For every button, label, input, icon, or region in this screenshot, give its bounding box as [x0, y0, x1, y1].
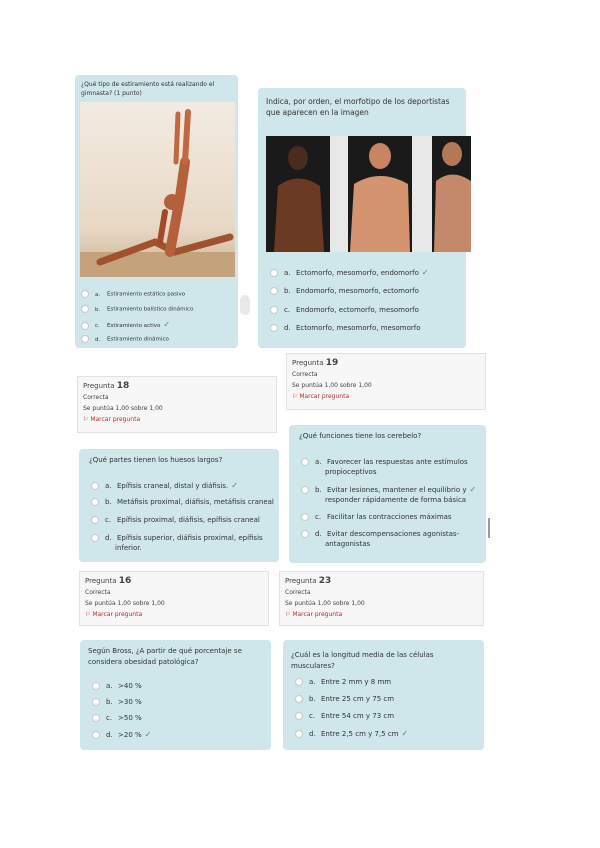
radio-button[interactable]: [270, 324, 278, 332]
radio-button[interactable]: [92, 682, 100, 690]
question-card-stretch: [75, 75, 238, 348]
radio-button[interactable]: [301, 513, 309, 521]
question-text: ¿Cuál es la longitud media de las células musculares?: [291, 651, 434, 670]
option-c[interactable]: c. Estiramiento activo ✓: [81, 320, 170, 330]
question-score: Se puntúa 1,00 sobre 1,00: [285, 600, 365, 607]
option-d[interactable]: d. Epífisis superior, diáfisis proximal, epífisis inferior.: [91, 533, 263, 553]
anatomy-gymnast-image: [80, 102, 235, 277]
question-text: ¿Qué tipo de estiramiento está realizando el gimnasta? (1 punto): [81, 81, 215, 97]
question-score: Se puntúa 1,00 sobre 1,00: [83, 405, 163, 412]
flag-question-link[interactable]: ⚐ Marcar pregunta: [85, 611, 143, 618]
question-card-obesity: [80, 640, 271, 750]
question-text: ¿Qué partes tienen los huesos largos?: [89, 456, 223, 464]
question-score: Se puntúa 1,00 sobre 1,00: [85, 600, 165, 607]
scroll-handle-icon[interactable]: [240, 295, 250, 315]
option-a[interactable]: a. Favorecer las respuestas ante estímulos propioceptivos: [301, 457, 468, 477]
radio-button[interactable]: [92, 714, 100, 722]
option-c[interactable]: c. Endomorfo, ectomorfo, mesomorfo: [270, 306, 419, 314]
radio-button[interactable]: [295, 712, 303, 720]
athletes-photo-image: [266, 136, 471, 252]
question-number: Pregunta 23: [285, 576, 332, 586]
question-number: Pregunta 19: [292, 358, 339, 368]
question-number: Pregunta 16: [85, 576, 132, 586]
option-a[interactable]: a. >40 %: [92, 682, 142, 690]
scrollbar-marker[interactable]: [488, 518, 490, 538]
option-c[interactable]: c. Epífisis proximal, diáfisis, epífisis craneal: [91, 516, 260, 524]
question-status: Correcta: [285, 589, 311, 596]
flag-question-link[interactable]: ⚐ Marcar pregunta: [83, 416, 141, 423]
radio-button[interactable]: [81, 335, 89, 343]
question-number: Pregunta 18: [83, 381, 130, 391]
radio-button[interactable]: [91, 482, 99, 490]
option-d[interactable]: d. Estiramiento dinámico: [81, 335, 169, 343]
option-b[interactable]: b. Metáfisis proximal, diáfisis, metáfisis craneal: [91, 498, 274, 506]
question-card-cerebellum: [289, 425, 486, 563]
question-card-long-bones: [79, 449, 279, 562]
option-a[interactable]: a. Entre 2 mm y 8 mm: [295, 678, 391, 686]
option-b[interactable]: b. Evitar lesiones, mantener el equilibrio y ✓ responder rápidamente de forma básica: [301, 485, 476, 505]
question-status: Correcta: [85, 589, 111, 596]
option-c[interactable]: c. >50 %: [92, 714, 142, 722]
flag-question-link[interactable]: ⚐ Marcar pregunta: [285, 611, 343, 618]
flag-icon: ⚐: [292, 393, 298, 400]
option-c[interactable]: c. Facilitar las contracciones máximas: [301, 513, 452, 521]
flag-question-link[interactable]: ⚐ Marcar pregunta: [292, 393, 350, 400]
radio-button[interactable]: [301, 458, 309, 466]
radio-button[interactable]: [295, 678, 303, 686]
correct-check-icon: ✓: [231, 481, 238, 490]
radio-button[interactable]: [270, 306, 278, 314]
radio-button[interactable]: [91, 498, 99, 506]
option-a[interactable]: a. Epífisis craneal, distal y diáfisis. ✓: [91, 481, 238, 490]
question-text: Según Bross, ¿A partir de qué porcentaje se considera obesidad patológica?: [88, 647, 242, 666]
option-d[interactable]: d. >20 % ✓: [92, 730, 151, 739]
question-status: Correcta: [292, 371, 318, 378]
flag-icon: ⚐: [83, 416, 89, 423]
question-info-19: [286, 353, 486, 410]
question-card-muscle-cells: [283, 640, 484, 750]
question-text: ¿Qué funciones tiene los cerebelo?: [299, 432, 422, 440]
correct-check-icon: ✓: [144, 730, 152, 739]
option-c[interactable]: c. Entre 54 cm y 73 cm: [295, 712, 394, 720]
correct-check-icon: ✓: [421, 268, 429, 277]
radio-button[interactable]: [91, 516, 99, 524]
radio-button[interactable]: [91, 534, 99, 542]
option-d[interactable]: d. Entre 2,5 cm y 7,5 cm ✓: [295, 729, 408, 738]
option-b[interactable]: b. Endomorfo, mesomorfo, ectomorfo: [270, 287, 419, 295]
question-text: Indica, por orden, el morfotipo de los deportistas que aparecen en la imagen: [266, 97, 450, 117]
option-d[interactable]: d. Ectomorfo, mesomorfo, mesomorfo: [270, 324, 421, 332]
radio-button[interactable]: [270, 287, 278, 295]
correct-check-icon: ✓: [163, 320, 171, 329]
question-card-somatotype: [258, 88, 466, 348]
question-status: Correcta: [83, 394, 109, 401]
question-info-23: [279, 571, 484, 626]
flag-icon: ⚐: [285, 611, 291, 618]
radio-button[interactable]: [301, 486, 309, 494]
option-b[interactable]: b. >30 %: [92, 698, 142, 706]
radio-button[interactable]: [81, 305, 89, 313]
radio-button[interactable]: [301, 530, 309, 538]
radio-button[interactable]: [295, 730, 303, 738]
correct-check-icon: ✓: [401, 729, 409, 738]
radio-button[interactable]: [92, 698, 100, 706]
option-a[interactable]: a. Estiramiento estático pasivo: [81, 290, 185, 298]
option-a[interactable]: a. Ectomorfo, mesomorfo, endomorfo ✓: [270, 268, 429, 277]
radio-button[interactable]: [81, 290, 89, 298]
option-d[interactable]: d. Evitar descompensaciones agonistas- antagonistas: [301, 529, 459, 549]
radio-button[interactable]: [81, 322, 89, 330]
correct-check-icon: ✓: [469, 485, 477, 494]
option-b[interactable]: b. Estiramiento balístico dinámico: [81, 305, 193, 313]
option-b[interactable]: b. Entre 25 cm y 75 cm: [295, 695, 394, 703]
question-score: Se puntúa 1,00 sobre 1,00: [292, 382, 372, 389]
flag-icon: ⚐: [85, 611, 91, 618]
radio-button[interactable]: [92, 731, 100, 739]
radio-button[interactable]: [270, 269, 278, 277]
question-info-18: [77, 376, 277, 433]
radio-button[interactable]: [295, 695, 303, 703]
question-info-16: [79, 571, 269, 626]
